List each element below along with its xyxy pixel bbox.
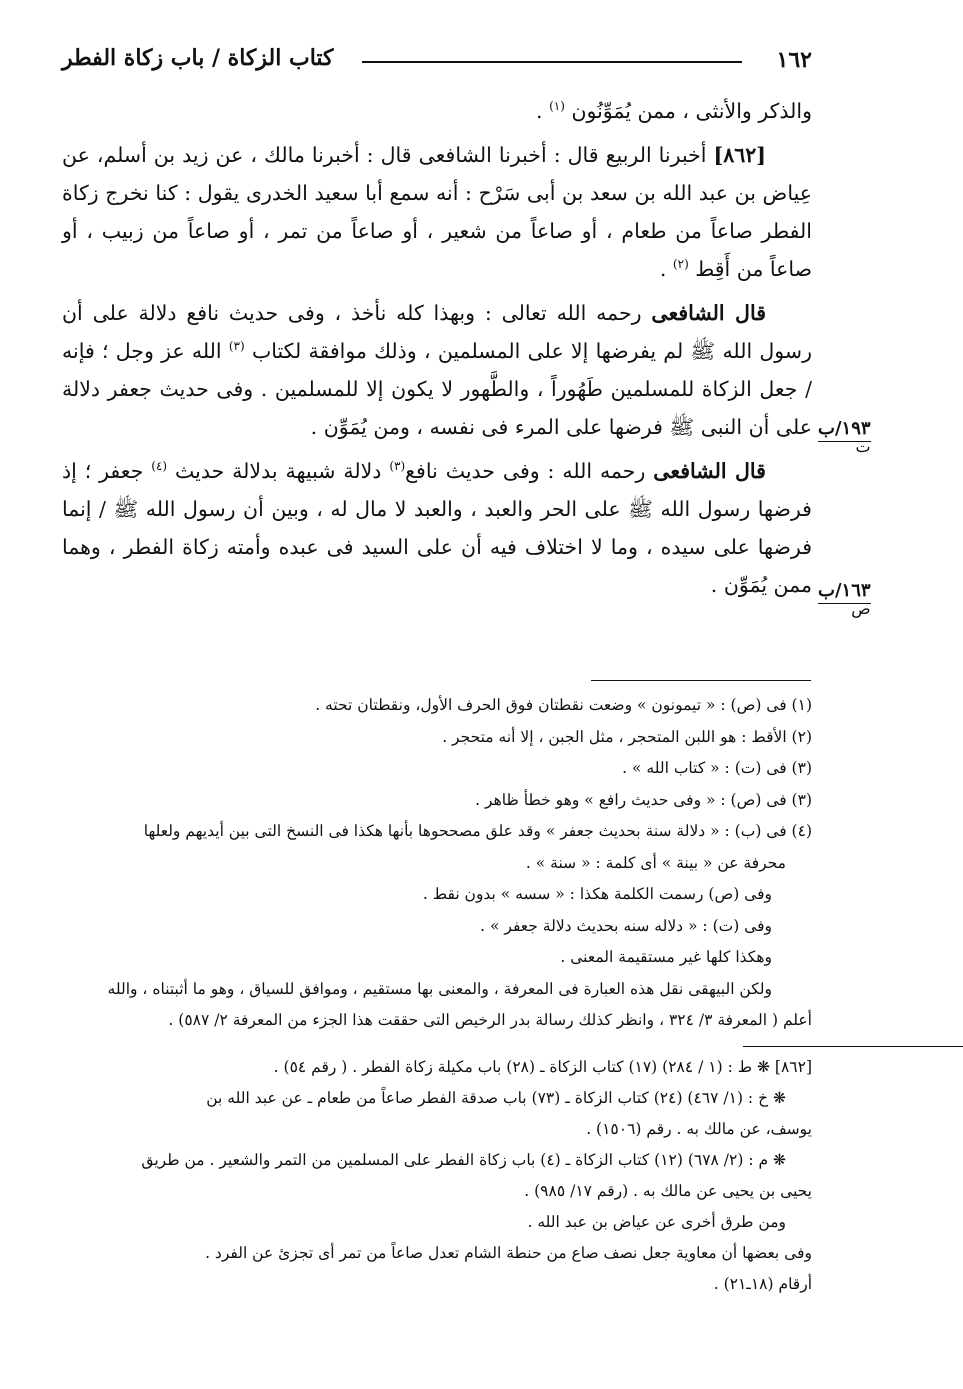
footnote-4-line: وهكذا كلها غير مستقيمة المعنى . — [560, 948, 772, 966]
source-line: وفى بعضها أن معاوية جعل نصف صاع من حنطة الشام تعدل صاعاً من تمر أى تجزئ عن الفرد . — [205, 1244, 812, 1262]
margin-note-1: ١٩٣/ب ت — [818, 418, 871, 456]
footnote-4-line: وفى (ص) رسمت الكلمة هكذا : « سسه » بدون نقط . — [422, 885, 772, 903]
header-rule — [362, 61, 742, 63]
margin-note-2: ١٦٣/ب ص — [818, 580, 871, 618]
footnote-ref: (٤) — [151, 459, 168, 474]
running-title: كتاب الزكاة / باب زكاة الفطر — [62, 45, 334, 71]
footnote-4-line: محرفة عن « بينة » أى كلمة : « سنة » . — [525, 853, 786, 872]
shafii-paragraph-1: قال الشافعى رحمه الله تعالى : وبهذا كله نأخذ ، وفى حديث نافع دلالة على أن رسول الله ﷺ لم يفرضها إلا على المسلمين ، وذلك موافقة لكتاب $^{(٣)}$ الله عز وجل ؛ فإنه / جعل الزكاة للمسلمين طَهُوراً ، والطَّهور لا يكون إلا للمسلمين . وفى حديث جعفر دلالة على أن النبى ﷺ فرضها على المرء فى نفسه ، ومن يُمَوِّن . — [62, 301, 812, 439]
footnote-4: (٤) فى (ب) : « دلالة سنة بحديث جعفر » وقد علق مصححوها بأنها هكذا فى النسخ التى بين أيديهم ولعلها — [143, 822, 812, 840]
continued-line: والذكر والأنثى ، ممن يُمَوِّنُون $^{(١)}$ . — [536, 99, 812, 123]
footnote-ref: (٣) — [389, 459, 406, 474]
footnote-separator — [591, 680, 811, 681]
source-line: أرقام (١٨ـ٢١) . — [713, 1275, 812, 1293]
source-line: ومن طرق أخرى عن عياض بن عبد الله . — [527, 1213, 786, 1231]
page-header — [62, 45, 812, 77]
footnote-3b: (٣) فى (ص) : « وفى حديث رافع » وهو خطأ ظاهر . — [475, 790, 812, 809]
footnote-ref: (١) — [549, 99, 565, 114]
footnote-1: (١) فى (ص) : « تيمونون » وضعت نقطتان فوق الحرف الأول، ونقطتان تحته . — [315, 696, 812, 714]
footnotes — [62, 690, 812, 1037]
footnote-3a: (٣) فى (ت) : « كتاب الله » . — [622, 759, 812, 777]
speaker-label: قال الشافعى — [653, 459, 766, 483]
hadith-paragraph: [٨٦٢] أخبرنا الربيع قال : أخبرنا الشافعى قال : أخبرنا مالك ، عن زيد بن أسلم، عن عِياض بن عبد الله بن سعد بن أبى سَرْح : أنه سمع أبا سعيد الخدرى يقول : كنا نخرج زكاة الفطر صاعاً من طعام ، أو صاعاً من شعير ، أو صاعاً من تمر ، أو صاعاً من زبيب ، أو صاعاً من أَقِط $^{(٢)}$ . — [62, 143, 812, 281]
footnote-4-line: أعلم ( المعرفة ٣/ ٣٢٤ ، وانظر كذلك رسالة بدر الرخيص التى حققت هذا الجزء من المعرفة ٢/ ٥٨٧) . — [168, 1011, 812, 1029]
page-number: ١٦٢ — [776, 47, 812, 73]
hadith-number: [٨٦٢] — [713, 143, 766, 167]
source-line: يحيى بن يحيى عن مالك به . (رقم ١٧/ ٩٨٥) . — [524, 1182, 812, 1200]
shafii-paragraph-2: قال الشافعى رحمه الله : وفى حديث نافع$^{(٣)}$ دلالة شبيهة بدلالة حديث $^{(٤)}$ جعفر ؛ إذ فرضها رسول الله ﷺ على الحر والعبد ، والعبد لا مال له ، وبين أن رسول الله ﷺ / إنما فرضها على سيده ، وما لا اختلاف فيه أن على السيد فى عبده وأمته زكاة الفطر ، وهما ممن يُمَوِّن . — [62, 459, 812, 597]
footnote-ref: (٢) — [672, 257, 689, 272]
source-line: ❋ م : (٢/ ٦٧٨) (١٢) كتاب الزكاة ـ (٤) باب زكاة الفطر على المسلمين من التمر والشعير . من طريق — [141, 1151, 786, 1169]
footnote-4-line: ولكن البيهقى نقل هذه العبارة فى المعرفة ، والمعنى بها مستقيم ، وموافق للسياق ، وهو ما أثبتناه ، والله — [107, 979, 772, 998]
source-line: [٨٦٢] ❋ ط : (١ / ٢٨٤) (١٧) كتاب الزكاة ـ (٢٨) باب مكيلة زكاة الفطر . ( رقم ٥٤) . — [273, 1058, 812, 1076]
main-text — [62, 92, 812, 610]
footnote-2: (٢) الأقط : هو اللبن المتحجر ، مثل الجبن ، إلا أنه متحجر . — [442, 727, 812, 746]
footnote-ref: (٣) — [228, 339, 245, 354]
footnote-4-line: وفى (ت) : « دلاله سنه بحديث دلالة جعفر » . — [480, 916, 772, 935]
source-line: ❋ خ : (١/ ٤٦٧) (٢٤) كتاب الزكاة ـ (٧٣) باب صدقة الفطر صاعاً من طعام ـ عن عبد الله بن — [206, 1089, 786, 1107]
hadith-sources — [62, 1052, 812, 1300]
speaker-label: قال الشافعى — [651, 301, 766, 325]
sources-separator — [743, 1046, 963, 1047]
source-line: يوسف، عن مالك به . رقم (١٥٠٦) . — [586, 1120, 812, 1138]
